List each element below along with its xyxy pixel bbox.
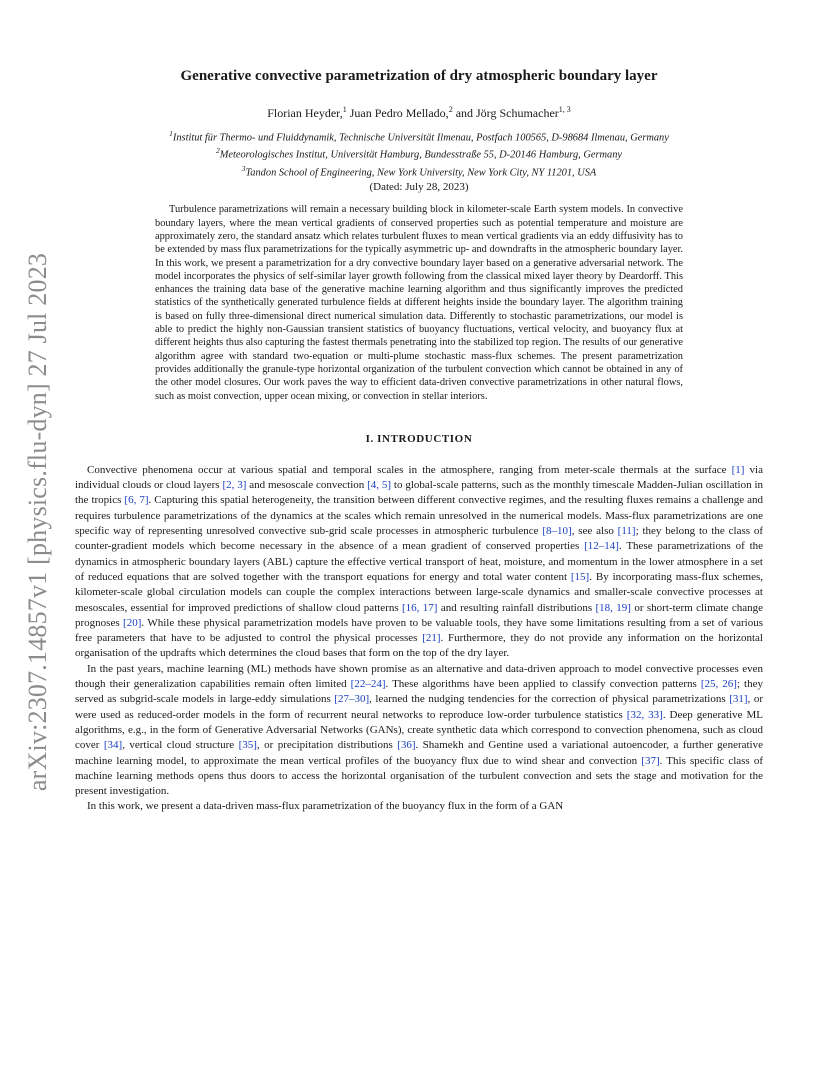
citation-link[interactable]: [25, 26] (700, 678, 737, 691)
abstract: Turbulence parametrizations will remain a necessary building block in kilometer-scale Earth system models. In convective boundary layers, where the mean vertical gradients of conserved properties such as potential temperature and moisture are approximately zero, the standard ansatz which relates turbulent fluxes to mean vertical gradients via an eddy diffusivity has to be extended by mass flux parametrizations for the typically asymmetric up- and downdrafts in the atmospheric boundary layer. In this work, we present a parametrization for a dry convective boundary layer based on a generative adversarial network. The model incorporates the physics of self-similar layer growth following from the classical mixed layer theory by Deardorff. This enhances the training data base of the generative machine learning algorithm and thus significantly improves the predicted statistics of the synthetically generated turbulence fields at different heights inside the boundary layer. The algorithm training is based on fully three-dimensional direct numerical simulation data. Differently to stochastic parametrizations, our model is able to predict the highly non-Gaussian transient statistics of buoyancy fluctuations, vertical velocity, and buoyancy flux at different heights thus also capturing the fastest thermals penetrating into the stabilized top region. The results of our generative algorithm agree with standard two-equation or multi-plume stochastic mass-flux schemes. The present parametrization provides additionally the granule-type horizontal organization of the turbulent convection which cannot be obtained in any of the other model closures. Our work paves the way to efficient data-driven convective parametrizations in other natural flows, such as moist convection, upper ocean mixing, or convection in stellar interiors. (155, 204, 683, 402)
author-affiliation-mark: 2 (448, 105, 453, 114)
body-paragraph: In the past years, machine learning (ML) methods have shown promise as an alternative and data-driven approach to model convective processes even though their generalization capabilities remain often limited [22–24]. These algorithms have been applied to classify convection patterns [25, 26]; they served as subgrid-scale models in large-eddy simulations [27–30], learned the nudging tendencies for the correction of physical parametrizations [31], or were used as reduced-order models in the form of recurrent neural networks to reproduce low-order turbulence statistics [32, 33]. Deep generative ML algorithms, e.g., in the form of Generative Adversarial Networks (GANs), create synthetic data which correspond to convection phenomena, such as cloud cover [34], vertical cloud structure [35], or precipitation distributions [36]. Shamekh and Gentine used a variational autoencoder, a further generative machine learning model, to approximate the mean vertical profiles of the buoyancy flux due to wind shear and convection [37]. This specific class of machine learning methods opens thus doors to access the horizontal organisation of the turbulent convection and sets the stage and motivation for the present investigation. (75, 662, 764, 798)
paper-page (75, 68, 763, 815)
citation-link[interactable]: [1] (731, 463, 745, 476)
section-heading-introduction: I. INTRODUCTION (365, 432, 473, 445)
affiliation-mark: 2 (215, 146, 220, 156)
citation-link[interactable]: [4, 5] (367, 479, 392, 492)
citation-link[interactable]: [6, 7] (124, 494, 149, 507)
affiliation-mark: 3 (241, 163, 246, 173)
arxiv-identifier: arXiv:2307.14857v1 [physics.flu-dyn] 27 Jul 2023 (23, 252, 52, 792)
citation-link[interactable]: [22–24] (350, 678, 386, 691)
citation-link[interactable]: [27–30] (334, 693, 370, 706)
citation-link[interactable]: [32, 33] (626, 708, 663, 721)
paper-title: Generative convective parametrization of dry atmospheric boundary layer (180, 68, 658, 84)
citation-link[interactable]: [2, 3] (222, 479, 247, 492)
citation-link[interactable]: [34] (103, 739, 123, 752)
citation-link[interactable]: [20] (123, 616, 142, 629)
author-name: Florian Heyder, (267, 106, 343, 120)
citation-link[interactable]: [37] (641, 754, 660, 767)
citation-link[interactable]: [12–14] (584, 540, 619, 553)
introduction-body (75, 463, 763, 815)
citation-link[interactable]: [21] (422, 632, 441, 645)
body-paragraph: Convective phenomena occur at various spatial and temporal scales in the atmosphere, ranging from meter-scale thermals at the surface [1] via individual clouds or cloud layers [2, 3] and mesoscale convection [4, 5] to global-scale patterns, such as the monthly timescale Madden-Julian oscillation in the tropics [6, 7]. Capturing this spatial heterogeneity, the transition between different convective regimes, and the resulting fluxes remains a challenge and requires turbulence parametrizations of the dynamics at the scales which remain unresolved in the numerical models. Mass-flux parametrizations are one specific way of representing unresolved convective sub-grid scale processes in atmospheric turbulence [8–10], see also [11]; they belong to the class of counter-gradient models which become necessary in the absence of a mean gradient of conserved properties [12–14]. These parametrizations of the dynamics in atmospheric boundary layers (ABL) capture the effective vertical transport of heat, moisture, and momentum in the lower atmosphere in a set of reduced equations that are solved together with the transport equations for energy and total water content [15]. By incorporating mass-flux schemes, kilometer-scale global circulation models can couple the complex interactions between large-scale dynamics and smaller-scale convective processes at mesoscales, essential for improved predictions of shallow cloud patterns [16, 17] and resulting rainfall distributions [18, 19] or short-term climate change prognoses [20]. While these physical parametrization models have proven to be valuable tools, they have some limitations resulting from a set of various free parameters that have to be adjusted to control the physical processes [21]. Furthermore, they do not provide any information on the horizontal organisation of the updrafts which determines the cloud bases that form on the top of the dry layer. (75, 463, 764, 660)
author-name: and Jörg Schumacher (455, 106, 559, 120)
citation-link[interactable]: [35] (238, 739, 257, 752)
citation-link[interactable]: [16, 17] (402, 601, 438, 614)
author-list (75, 105, 763, 121)
affiliation-line (75, 144, 763, 161)
affiliation-text: Tandon School of Engineering, New York University, New York City, NY 11201, USA (245, 167, 597, 179)
author-affiliation-mark: 1 (342, 105, 347, 114)
arxiv-sidebar-stamp (18, 252, 58, 792)
affiliation-line (75, 162, 763, 179)
citation-link[interactable]: [15] (570, 570, 590, 583)
affiliation-list (75, 127, 763, 179)
author-name: Juan Pedro Mellado, (349, 106, 449, 120)
citation-link[interactable]: [31] (729, 693, 748, 706)
citation-link[interactable]: [36] (397, 739, 416, 752)
body-paragraph: In this work, we present a data-driven mass-flux parametrization of the buoyancy flux in the form of a GAN (87, 800, 564, 813)
citation-link[interactable]: [11] (617, 525, 636, 538)
affiliation-text: Meteorologisches Institut, Universität Hamburg, Bundesstraße 55, D-20146 Hamburg, Germany (219, 149, 623, 161)
affiliation-line (75, 127, 763, 144)
citation-link[interactable]: [8–10] (542, 525, 572, 538)
citation-link[interactable]: [18, 19] (595, 601, 631, 614)
affiliation-text: Institut für Thermo- und Fluiddynamik, Technische Universität Ilmenau, Postfach 100565, D-98684 Ilmenau, Germany (172, 132, 669, 144)
affiliation-mark: 1 (169, 129, 173, 138)
dated-line: (Dated: July 28, 2023) (369, 181, 469, 194)
author-affiliation-mark: 1, 3 (558, 105, 571, 114)
